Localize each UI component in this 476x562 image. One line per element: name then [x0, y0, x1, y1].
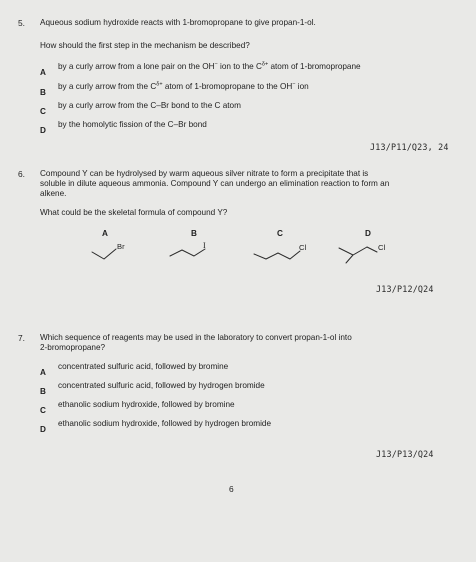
q6-stem-line1: Compound Y can be hydrolysed by warm aqueous silver nitrate to form a precipitate that is [40, 169, 369, 178]
q6-structure-b-label: B [191, 229, 197, 238]
q7-stem-line1: Which sequence of reagents may be used in the laboratory to convert propan-1-ol into [40, 333, 352, 342]
q6-structure-a-atom: Br [117, 242, 125, 251]
structure-c-bonds [254, 251, 300, 259]
q7-option-a-label: A [40, 368, 46, 377]
q7-option-b-text: concentrated sulfuric acid, followed by hydrogen bromide [58, 381, 265, 390]
q5-b-sup1: δ+ [156, 81, 163, 88]
q7-option-b [40, 381, 46, 399]
q7-option-c-label: C [40, 406, 46, 415]
q7-option-d [40, 419, 46, 437]
q5-a-part1: by a curly arrow from a lone pair on the OH [58, 62, 215, 71]
q7-reference: J13/P13/Q24 [376, 449, 434, 459]
q6-structure-c-label: C [277, 229, 283, 238]
q5-b-sup2: − [292, 81, 296, 88]
q5-b-part3: ion [295, 82, 309, 91]
q5-b-part2: atom of 1-bromopropane to the OH [162, 82, 293, 91]
q5-question: How should the first step in the mechanism be described? [40, 41, 250, 50]
q7-stem-line2: 2-bromopropane? [40, 343, 106, 352]
structure-b-bonds [170, 249, 205, 256]
q5-a-sup2: δ+ [261, 61, 269, 68]
q6-structure-d-atom: Cl [378, 243, 386, 252]
q5-option-d-text: by the homolytic fission of the C–Br bond [58, 120, 207, 129]
q6-reference: J13/P12/Q24 [376, 284, 434, 294]
q7-option-b-label: B [40, 387, 46, 396]
q5-option-c-text: by a curly arrow from the C–Br bond to the C atom [58, 101, 241, 110]
structure-d-cl-bond [367, 247, 377, 252]
q5-number: 5. [18, 18, 25, 28]
q6-stem-line3: alkene. [40, 189, 67, 198]
structure-d-bonds [339, 247, 367, 255]
q5-option-b-label: B [40, 88, 46, 97]
q5-a-part3: atom of 1-bromopropane [268, 62, 361, 71]
q5-option-c-label: C [40, 107, 46, 116]
q5-stem: Aqueous sodium hydroxide reacts with 1-bromopropane to give propan-1-ol. [40, 18, 316, 27]
q5-option-d-label: D [40, 126, 46, 135]
q7-option-a [40, 362, 46, 380]
q7-option-c-text: ethanolic sodium hydroxide, followed by bromine [58, 400, 235, 409]
q6-structure-a-label: A [102, 229, 108, 238]
q7-number: 7. [18, 333, 25, 343]
q6-structure-b-atom: I [203, 241, 206, 250]
q6-number: 6. [18, 169, 25, 179]
q5-a-part2: ion to the C [217, 62, 262, 71]
q7-option-d-label: D [40, 425, 46, 434]
q7-option-c [40, 400, 46, 418]
q5-b-part1: by a curly arrow from the C [58, 82, 157, 91]
structure-d-branch [346, 255, 353, 263]
q5-a-sup1: − [214, 61, 218, 68]
page-number: 6 [229, 484, 234, 494]
q6-structure-c-atom: Cl [299, 243, 307, 252]
q7-option-d-text: ethanolic sodium hydroxide, followed by hydrogen bromide [58, 419, 271, 428]
q7-option-a-text: concentrated sulfuric acid, followed by bromine [58, 362, 229, 371]
structure-a-bonds [92, 249, 116, 259]
q6-structure-d-label: D [365, 229, 371, 238]
q6-stem-line2: soluble in dilute aqueous ammonia. Compound Y can undergo an elimination reaction to form an [40, 179, 390, 188]
q6-question: What could be the skeletal formula of compound Y? [40, 208, 228, 217]
q5-reference: J13/P11/Q23, 24 [370, 142, 449, 152]
q5-option-a-label: A [40, 68, 46, 77]
